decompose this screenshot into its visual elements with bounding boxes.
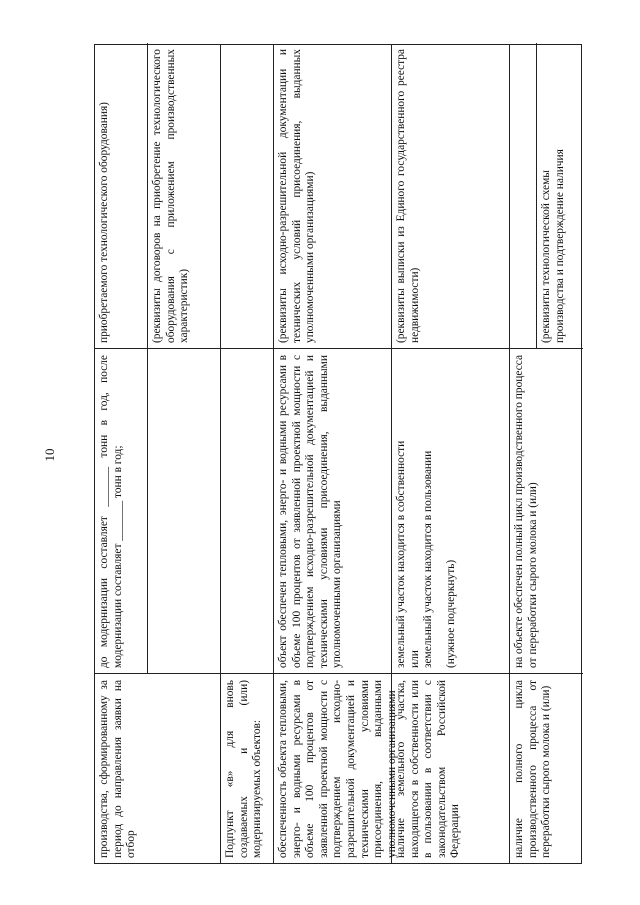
criterion-cell: производства, сформированному за период до направления заявки на отбор <box>95 673 220 863</box>
document-cell <box>95 43 220 348</box>
value-cell: на объекте обеспечен полный цикл производственного процесса от переработки сырого молока и (или) <box>510 348 583 673</box>
table-row <box>510 45 583 863</box>
document-cell <box>221 43 273 348</box>
document-text: производства и подтверждение наличия <box>553 149 566 343</box>
document-cell: (реквизиты исходно-разрешительной документации и технических условий присоединения, выданных уполномоченными организациями) <box>277 49 317 343</box>
document-cell <box>510 43 583 348</box>
document-text: приобретаемого технологического оборудования) <box>98 102 110 343</box>
value-cell: объект обеспечен тепловыми, энерго- и водными ресурсами в объеме 100 процентов от заявленной проектной мощности с подтверждением исходно-разрешительной документацией и техническими условиями присоединения, выданными уполномоченными организациями <box>274 348 391 673</box>
or-label: или <box>408 650 421 668</box>
criterion-cell: наличие земельного участка, находящегося в собственности или в пользовании в соответствии с законодательством Российской Федерации <box>392 673 509 863</box>
document-text: (реквизиты технологической схемы <box>540 170 552 343</box>
subpoint-cell: Подпункт «в» для вновь создаваемых и (или) модернизируемых объектов: <box>221 673 273 863</box>
document-subcell: (реквизиты договоров на приобретение технологического оборудования с приложением производственных характеристик) <box>147 43 220 348</box>
table-row <box>221 45 274 863</box>
rotated-table-viewport <box>94 44 582 864</box>
table-row <box>95 45 221 863</box>
criterion-cell: наличие полного цикла производственного процесса от переработки сырого молока и (или) <box>510 673 583 863</box>
table-row <box>392 45 510 863</box>
value-text: до модернизации составляет _______ тонн в год, после модернизации составляет _______ тонн в год; <box>98 355 124 668</box>
document-cell: (реквизиты выписки из Единого государственного реестра недвижимости) <box>395 49 421 343</box>
usage-option: земельный участок находится в пользовании <box>422 450 435 668</box>
table-row <box>274 45 398 863</box>
value-cell <box>392 348 509 673</box>
requirements-table <box>94 44 582 864</box>
criterion-cell: обеспеченность объекта тепловыми, энерго- и водными ресурсами в объеме 100 процентов от заявленной проектной мощности с подтверждением исходно-разрешительной документацией и техническими условиями присоединения, выданными уполномоченными организациями <box>274 673 391 863</box>
value-subcell-empty <box>147 349 220 673</box>
ownership-option: земельный участок находится в собственности <box>395 440 407 668</box>
value-cell <box>221 348 273 673</box>
value-cell <box>95 348 220 673</box>
page-number: 10 <box>42 448 57 462</box>
underline-note: (нужное подчеркнуть) <box>444 559 457 668</box>
document-subcell <box>536 43 583 348</box>
